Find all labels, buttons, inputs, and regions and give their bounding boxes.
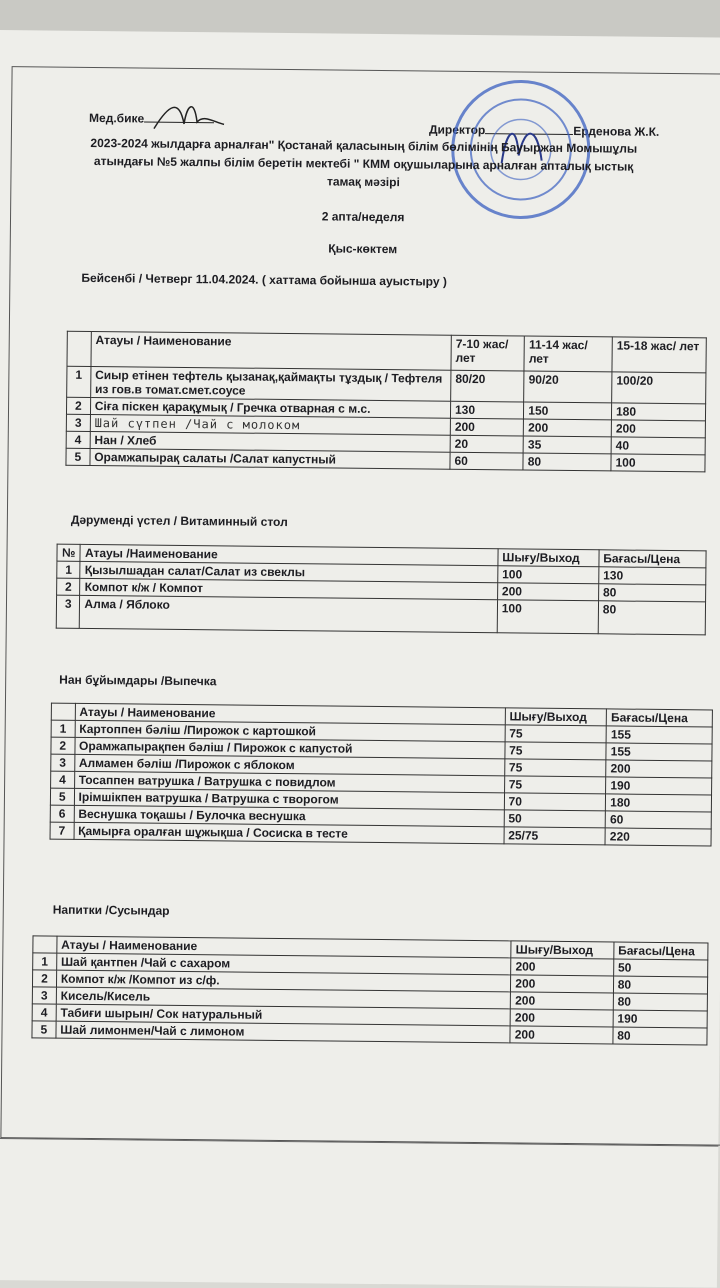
table-row: 4 Нан / Хлеб 20 35 40 (66, 431, 705, 455)
table-row: 3 Алма / Яблоко 100 80 (56, 595, 705, 635)
week-label: 2 апта/неделя (321, 209, 405, 225)
med-label: Мед.бике (89, 110, 145, 126)
table-header-row: Атауы / Наименование Шығу/Выход Бағасы/Цена (33, 936, 708, 960)
table-header-row: Атауы / Наименование 7-10 жас/ лет 11-14 жас/ лет 15-18 жас/ лет (67, 331, 706, 373)
menu-document (0, 30, 720, 1288)
vitamin-title: Дәрумендi үстел / Витаминный стол (70, 512, 288, 530)
table-row: 3 Кисель/Кисель 200 80 (32, 987, 707, 1011)
table-row: 3 Алмамен бәліш /Пирожок с яблоком 75 200 (51, 754, 712, 778)
table-row: 4 Тосаппен ватрушка / Ватрушка с повидлом 75 190 (51, 771, 712, 795)
med-signature-icon (149, 94, 229, 135)
table-row: 4 Табиғи шырын/ Сок натуральный 200 190 (32, 1004, 707, 1028)
drinks-table (31, 935, 708, 1045)
director-name: Ерденова Ж.К. (573, 124, 660, 139)
table-row: 6 Веснушка тоқашы / Булочка веснушка 50 60 (50, 805, 711, 829)
table-row: 3 Шай сүтпен /Чай с молоком 200 200 200 (66, 414, 705, 438)
vitamin-table (56, 544, 707, 636)
title-line-1: 2023-2024 жылдарға арналған" Қостанай қаласының білім бөлімінің Бауыржан Момышұлы (90, 135, 638, 156)
table-row: 1 Сиыр етінен тефтель қызанақ,қаймақты тұздық / Тефтеля из гов.в томат.смет.соусе 80/20 90/20 100/20 (67, 366, 706, 404)
table-row: 2 Компот к/ж /Компот из с/ф. 200 80 (32, 970, 707, 994)
drinks-title: Напитки /Сусындар (52, 902, 170, 918)
table-row: 5 Орамжапырақ салаты /Салат капустный 60 80 100 (66, 448, 705, 472)
table-row: 7 Қамырға оралған шұжықша / Сосиска в тесте 25/75 220 (50, 822, 711, 846)
table-row: 1 Қызылшадан салат/Салат из свеклы 100 130 (57, 561, 706, 585)
title-line-2: атындағы №5 жалпы білім беретін мектебі " КММ оқушыларына арналған апталық ыстық (93, 153, 634, 174)
table-row: 5 Ірімшікпен ватрушка / Ватрушка с творогом 70 180 (50, 788, 711, 812)
season-label: Қыс-көктем (328, 241, 398, 257)
title-line-3: тамақ мәзірі (326, 174, 400, 190)
table-row: 1 Картоппен бәліш /Пирожок с картошкой 75 155 (51, 720, 712, 744)
table-row: 2 Компот к/ж / Компот 200 80 (57, 578, 706, 602)
table-row: 2 Орамжапырақпен бәліш / Пирожок с капустой 75 155 (51, 737, 712, 761)
bakery-table (50, 703, 713, 847)
table-row: 2 Сіға піскен қарақұмық / Гречка отварная с м.с. 130 150 180 (66, 397, 705, 421)
table-header-row: № Атауы /Наименование Шығу/Выход Бағасы/Цена (57, 544, 706, 568)
table-row: 1 Шай қантпен /Чай с сахаром 200 50 (33, 953, 708, 977)
bakery-title: Нан бұйымдары /Выпечка (59, 672, 217, 689)
table-header-row: Атауы / Наименование Шығу/Выход Бағасы/Цена (51, 703, 712, 727)
day-label: Бейсенбі / Четверг 11.04.2024. ( хаттама бойынша ауыстыру ) (81, 270, 447, 289)
table-row: 5 Шай лимонмен/Чай с лимоном 200 80 (32, 1021, 707, 1045)
director-label: Директор (428, 122, 486, 138)
main-menu-table (65, 331, 706, 473)
